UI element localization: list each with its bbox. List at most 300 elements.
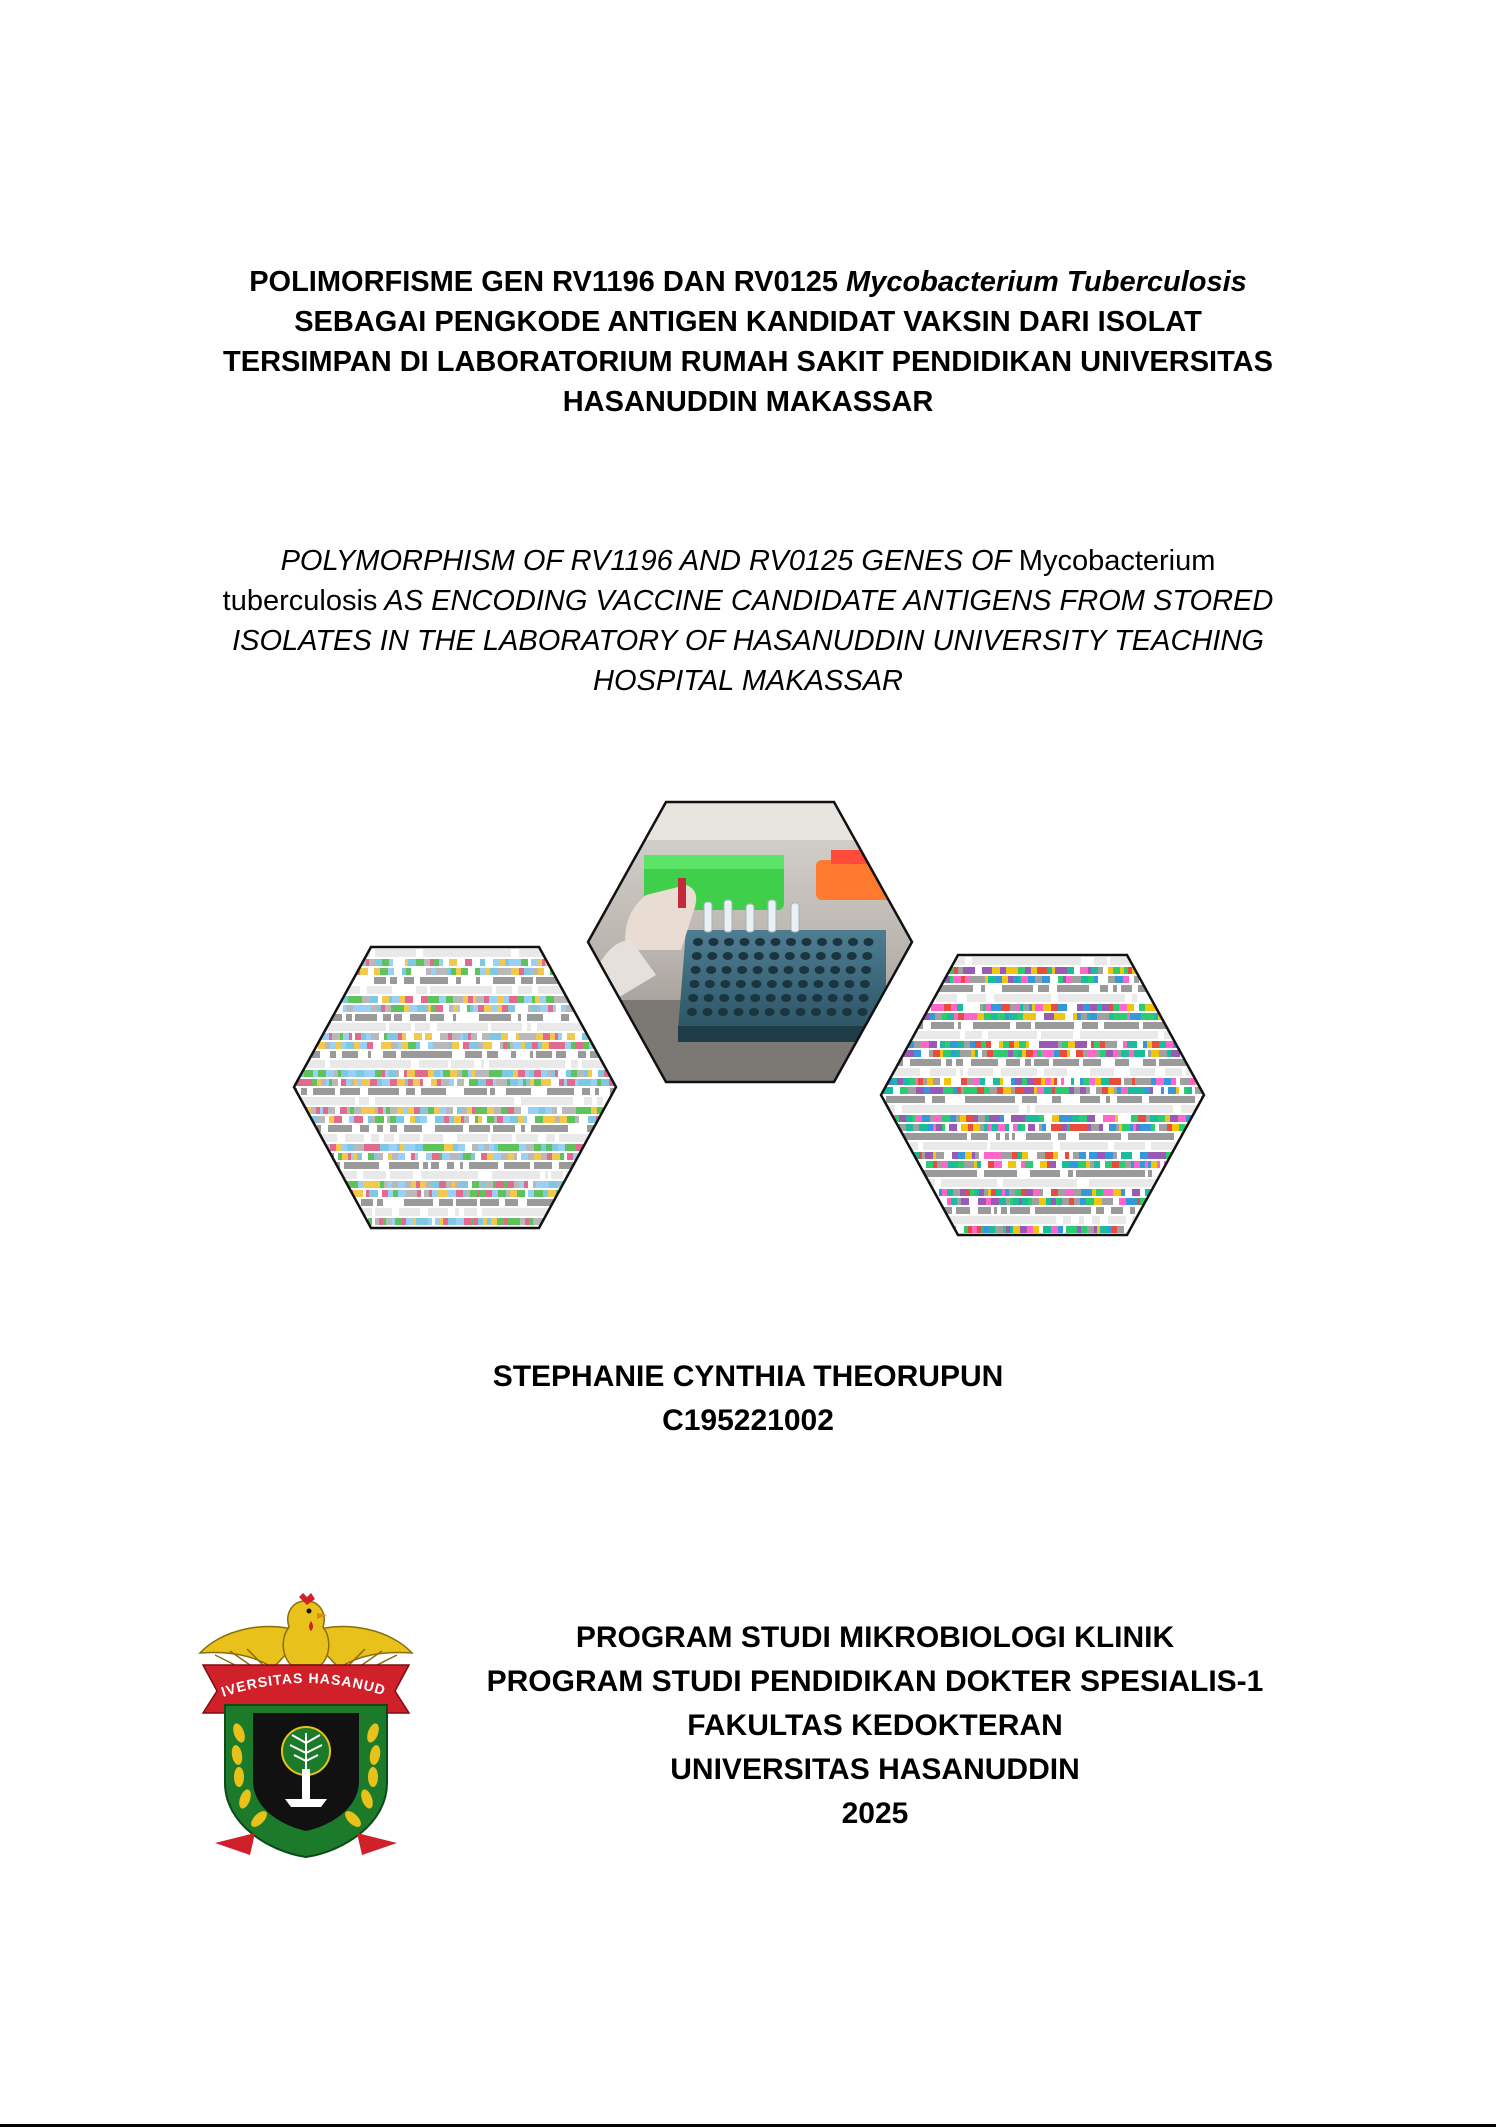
alignment-cell xyxy=(473,977,476,984)
alignment-cell xyxy=(1070,1161,1078,1168)
alignment-cell xyxy=(318,959,323,966)
alignment-cell xyxy=(1199,1235,1203,1237)
alignment-cell xyxy=(313,1181,316,1188)
alignment-cell xyxy=(1052,967,1055,974)
alignment-cell xyxy=(922,957,925,965)
alignment-cell xyxy=(1077,1004,1083,1011)
alignment-cell xyxy=(943,1226,949,1233)
alignment-cell xyxy=(401,1042,408,1049)
alignment-cell xyxy=(965,1179,969,1187)
alignment-cell xyxy=(993,1078,1000,1085)
alignment-cell xyxy=(929,1041,937,1048)
alignment-cell xyxy=(920,976,924,983)
alignment-cell xyxy=(505,959,509,966)
alignment-cell xyxy=(1033,994,1038,1002)
alignment-cell xyxy=(424,1190,429,1197)
alignment-cell xyxy=(494,1153,501,1160)
alignment-cell xyxy=(957,1124,961,1131)
alignment-cell xyxy=(482,1208,486,1216)
alignment-cell xyxy=(1193,1152,1197,1159)
alignment-cell xyxy=(407,1208,410,1216)
alignment-cell xyxy=(434,959,439,966)
alignment-cell xyxy=(1046,1207,1050,1214)
alignment-cell xyxy=(309,1023,313,1031)
alignment-cell xyxy=(292,1005,299,1012)
alignment-cell xyxy=(947,1198,951,1205)
alignment-cell xyxy=(1001,1050,1008,1057)
alignment-cell xyxy=(1203,1068,1206,1076)
alignment-cell xyxy=(323,1107,328,1114)
alignment-cell xyxy=(579,949,585,957)
alignment-cell xyxy=(468,1208,474,1216)
alignment-cell xyxy=(352,1023,360,1031)
alignment-cell xyxy=(982,967,987,974)
alignment-cell xyxy=(947,1189,953,1196)
alignment-cell xyxy=(1027,1216,1031,1224)
alignment-cell xyxy=(354,1153,357,1160)
alignment-cell xyxy=(1205,1152,1206,1159)
alignment-cell xyxy=(432,1190,438,1197)
alignment-cell xyxy=(338,949,342,957)
alignment-cell xyxy=(879,1004,883,1011)
alignment-cell xyxy=(1180,1179,1186,1187)
alignment-cell xyxy=(452,959,457,966)
alignment-cell xyxy=(1184,1022,1192,1029)
alignment-cell xyxy=(931,957,937,965)
alignment-cell xyxy=(325,1227,330,1230)
alignment-cell xyxy=(934,1059,941,1066)
alignment-cell xyxy=(1035,1105,1041,1113)
alignment-cell xyxy=(321,1125,328,1132)
alignment-cell xyxy=(368,1171,372,1179)
alignment-cell xyxy=(418,1014,426,1021)
alignment-cell xyxy=(1046,994,1051,1002)
alignment-cell xyxy=(457,1005,460,1012)
alignment-cell xyxy=(427,996,435,1003)
alignment-cell xyxy=(567,1107,570,1114)
alignment-cell xyxy=(571,1060,578,1068)
alignment-cell xyxy=(1091,1124,1099,1131)
alignment-cell xyxy=(373,1042,381,1049)
alignment-cell xyxy=(414,1107,420,1114)
alignment-cell xyxy=(428,1097,432,1105)
alignment-cell xyxy=(491,1134,499,1142)
alignment-cell xyxy=(401,1060,408,1068)
alignment-cell xyxy=(925,1096,932,1103)
alignment-cell xyxy=(590,1088,595,1095)
alignment-cell xyxy=(1037,1152,1045,1159)
alignment-cell xyxy=(386,1171,390,1179)
alignment-cell xyxy=(332,1088,335,1095)
alignment-cell xyxy=(921,1050,929,1057)
alignment-cell xyxy=(977,1170,984,1177)
alignment-cell xyxy=(303,968,306,975)
alignment-cell xyxy=(890,957,898,965)
alignment-cell xyxy=(1114,1068,1122,1076)
alignment-cell xyxy=(1145,1216,1150,1224)
alignment-cell xyxy=(473,1005,478,1012)
alignment-cell xyxy=(449,949,455,957)
alignment-cell xyxy=(437,1051,444,1058)
alignment-cell xyxy=(1191,1207,1195,1214)
alignment-cell xyxy=(1119,1022,1127,1029)
alignment-cell xyxy=(299,1060,302,1068)
alignment-cell xyxy=(494,1023,502,1031)
alignment-cell xyxy=(1164,1078,1171,1085)
alignment-cell xyxy=(316,1181,324,1188)
alignment-cell xyxy=(979,1152,984,1159)
alignment-cell xyxy=(444,1144,448,1151)
alignment-cell xyxy=(1035,1124,1039,1131)
alignment-cell xyxy=(482,1097,487,1105)
alignment-cell xyxy=(879,1189,885,1196)
alignment-cell xyxy=(1045,1152,1050,1159)
alignment-cell xyxy=(413,1208,420,1216)
alignment-cell xyxy=(406,1033,414,1040)
alignment-cell xyxy=(519,1144,526,1151)
alignment-cell xyxy=(1132,1105,1137,1113)
alignment-cell xyxy=(960,1115,966,1122)
alignment-cell xyxy=(300,1199,307,1206)
alignment-cell xyxy=(1040,1189,1043,1196)
alignment-cell xyxy=(1025,1022,1028,1029)
alignment-cell xyxy=(379,1171,386,1179)
alignment-cell xyxy=(914,1050,921,1057)
alignment-cell xyxy=(579,996,586,1003)
alignment-cell xyxy=(423,949,427,957)
alignment-cell xyxy=(350,1051,355,1058)
alignment-cell xyxy=(441,1042,449,1049)
alignment-cell xyxy=(939,967,943,974)
alignment-cell xyxy=(319,1060,325,1068)
alignment-cell xyxy=(1000,1133,1005,1140)
alignment-cell xyxy=(1101,1059,1106,1066)
alignment-cell xyxy=(490,977,493,984)
alignment-cell xyxy=(318,1023,321,1031)
alignment-cell xyxy=(1051,1189,1058,1196)
alignment-cell xyxy=(988,1068,993,1076)
alignment-cell xyxy=(1054,1068,1057,1076)
alignment-cell xyxy=(1047,967,1052,974)
alignment-cell xyxy=(1089,1152,1097,1159)
alignment-cell xyxy=(896,1031,902,1039)
alignment-cell xyxy=(1006,1198,1010,1205)
alignment-cell xyxy=(1012,967,1018,974)
alignment-cell xyxy=(480,977,484,984)
alignment-cell xyxy=(1117,1041,1123,1048)
alignment-cell xyxy=(1196,1235,1199,1237)
alignment-cell xyxy=(1105,1161,1112,1168)
alignment-cell xyxy=(375,1208,381,1216)
alignment-cell xyxy=(562,949,565,957)
alignment-cell xyxy=(507,1181,514,1188)
alignment-cell xyxy=(1083,1059,1087,1066)
alignment-cell xyxy=(309,977,317,984)
alignment-cell xyxy=(1130,1013,1136,1020)
alignment-cell xyxy=(988,1133,996,1140)
alignment-cell xyxy=(1126,1031,1131,1039)
alignment-cell xyxy=(352,1097,355,1105)
alignment-cell xyxy=(357,1060,363,1068)
alignment-cell xyxy=(508,968,511,975)
rack-hole xyxy=(800,952,810,960)
alignment-cell xyxy=(399,1134,406,1142)
alignment-cell xyxy=(503,1014,511,1021)
alignment-cell xyxy=(942,1022,946,1029)
alignment-cell xyxy=(1158,1189,1163,1196)
alignment-cell xyxy=(397,1171,402,1179)
rack-hole xyxy=(724,938,734,946)
rack-hole xyxy=(703,1008,713,1016)
alignment-cell xyxy=(464,1208,468,1216)
alignment-cell xyxy=(1143,1124,1151,1131)
alignment-cell xyxy=(505,986,512,994)
alignment-cell xyxy=(504,1162,512,1169)
alignment-cell xyxy=(411,986,416,994)
alignment-cell xyxy=(490,1162,498,1169)
alignment-cell xyxy=(909,1226,917,1233)
alignment-cell xyxy=(360,1042,367,1049)
alignment-cell xyxy=(898,1161,906,1168)
alignment-cell xyxy=(455,1181,460,1188)
alignment-cell xyxy=(1032,1198,1035,1205)
alignment-cell xyxy=(342,1153,348,1160)
alignment-cell xyxy=(372,1171,379,1179)
alignment-cell xyxy=(393,1060,401,1068)
alignment-cell xyxy=(985,985,993,992)
alignment-cell xyxy=(364,1144,372,1151)
alignment-cell xyxy=(1168,1179,1175,1187)
alignment-cell xyxy=(292,1171,298,1179)
alignment-cell xyxy=(930,1115,934,1122)
alignment-cell xyxy=(1068,1207,1076,1214)
alignment-cell xyxy=(899,1142,904,1150)
alignment-cell xyxy=(915,1115,922,1122)
alignment-cell xyxy=(442,968,447,975)
alignment-cell xyxy=(994,1207,997,1214)
alignment-cell xyxy=(524,968,531,975)
alignment-cell xyxy=(1002,976,1008,983)
alignment-cell xyxy=(1082,1142,1089,1150)
alignment-cell xyxy=(1025,1115,1033,1122)
alignment-cell xyxy=(475,1097,482,1105)
alignment-cell xyxy=(1141,1235,1147,1237)
alignment-cell xyxy=(1177,1235,1185,1237)
alignment-cell xyxy=(1108,1226,1112,1233)
alignment-cell xyxy=(561,1051,566,1058)
alignment-cell xyxy=(923,1078,927,1085)
alignment-cell xyxy=(1095,1078,1101,1085)
alignment-cell xyxy=(510,1079,518,1086)
alignment-cell xyxy=(507,1125,511,1132)
alignment-cell xyxy=(333,1208,336,1216)
alignment-cell xyxy=(292,1060,299,1068)
alignment-cell xyxy=(972,957,979,965)
alignment-cell xyxy=(1018,967,1025,974)
alignment-cell xyxy=(954,1078,961,1085)
alignment-cell xyxy=(1185,1198,1188,1205)
alignment-cell xyxy=(613,1171,617,1179)
alignment-cell xyxy=(379,1060,385,1068)
alignment-cell xyxy=(508,1218,513,1225)
alignment-cell xyxy=(567,1033,575,1040)
alignment-cell xyxy=(408,1097,414,1105)
alignment-cell xyxy=(949,1170,955,1177)
alignment-cell xyxy=(378,996,382,1003)
alignment-cell xyxy=(503,1051,508,1058)
alignment-cell xyxy=(1173,985,1176,992)
rack-hole xyxy=(816,952,826,960)
alignment-cell xyxy=(439,1107,446,1114)
alignment-cell xyxy=(509,1144,513,1151)
alignment-cell xyxy=(412,1088,415,1095)
alignment-cell xyxy=(1157,1161,1160,1168)
alignment-cell xyxy=(1122,1031,1126,1039)
alignment-cell xyxy=(424,959,430,966)
alignment-cell xyxy=(1114,1031,1122,1039)
alignment-cell xyxy=(338,1190,341,1197)
alignment-cell xyxy=(522,1208,529,1216)
alignment-cell xyxy=(1058,1152,1065,1159)
alignment-cell xyxy=(501,1107,507,1114)
alignment-cell xyxy=(971,1050,975,1057)
alignment-cell xyxy=(1107,1031,1114,1039)
alignment-cell xyxy=(324,1208,328,1216)
alignment-cell xyxy=(1061,957,1069,965)
alignment-cell xyxy=(892,985,896,992)
alignment-cell xyxy=(1001,1068,1005,1076)
alignment-cell xyxy=(449,986,452,994)
alignment-cell xyxy=(1197,1124,1202,1131)
alignment-cell xyxy=(564,959,568,966)
alignment-cell xyxy=(407,1125,414,1132)
alignment-cell xyxy=(879,1161,886,1168)
alignment-cell xyxy=(1138,1142,1145,1150)
institution-block xyxy=(430,1616,1320,1836)
alignment-cell xyxy=(1058,1226,1063,1233)
alignment-cell xyxy=(545,1023,551,1031)
alignment-cell xyxy=(528,1190,534,1197)
alignment-cell xyxy=(991,1198,999,1205)
alignment-cell xyxy=(1086,1096,1093,1103)
alignment-cell xyxy=(334,1190,338,1197)
alignment-cell xyxy=(967,1161,974,1168)
alignment-cell xyxy=(935,1226,939,1233)
alignment-cell xyxy=(1121,1189,1125,1196)
alignment-cell xyxy=(952,1152,958,1159)
alignment-cell xyxy=(1022,1078,1027,1085)
alignment-cell xyxy=(438,1144,444,1151)
alignment-cell xyxy=(1011,1087,1015,1094)
alignment-cell xyxy=(1121,1152,1124,1159)
alignment-cell xyxy=(1041,1031,1048,1039)
alignment-cell xyxy=(1103,1115,1111,1122)
alignment-cell xyxy=(370,996,378,1003)
alignment-cell xyxy=(472,1181,479,1188)
alignment-cell xyxy=(597,1190,602,1197)
alignment-cell xyxy=(577,1023,580,1031)
alignment-cell xyxy=(997,957,1005,965)
alignment-cell xyxy=(1152,1226,1160,1233)
alignment-cell xyxy=(879,1124,882,1131)
alignment-cell xyxy=(1201,1207,1206,1214)
alignment-cell xyxy=(896,985,902,992)
alignment-cell xyxy=(1204,994,1206,1002)
alignment-cell xyxy=(1074,1198,1080,1205)
alignment-cell xyxy=(499,1199,505,1206)
alignment-cell xyxy=(378,1107,383,1114)
alignment-cell xyxy=(487,1199,490,1206)
rack-hole xyxy=(831,952,841,960)
alignment-cell xyxy=(1090,1068,1094,1076)
alignment-cell xyxy=(387,1014,391,1021)
alignment-cell xyxy=(611,1097,615,1105)
alignment-cell xyxy=(612,1218,618,1225)
alignment-cell xyxy=(1190,1170,1198,1177)
alignment-cell xyxy=(375,1218,379,1225)
alignment-cell xyxy=(311,1144,317,1151)
alignment-cell xyxy=(420,977,427,984)
alignment-cell xyxy=(1179,1022,1184,1029)
alignment-cell xyxy=(958,967,963,974)
alignment-cell xyxy=(382,1190,388,1197)
alignment-cell xyxy=(971,1133,975,1140)
alignment-cell xyxy=(1106,994,1112,1002)
rack-hole xyxy=(811,1008,821,1016)
alignment-cell xyxy=(467,1060,474,1068)
alignment-cell xyxy=(1082,1068,1090,1076)
alignment-cell xyxy=(518,986,525,994)
alignment-cell xyxy=(1068,1059,1072,1066)
alignment-cell xyxy=(456,1199,463,1206)
alignment-cell xyxy=(1183,1207,1188,1214)
alignment-cell xyxy=(967,1050,971,1057)
alignment-cell xyxy=(537,1208,542,1216)
alignment-cell xyxy=(1100,1226,1108,1233)
alignment-cell xyxy=(487,1051,491,1058)
alignment-cell xyxy=(911,967,915,974)
alignment-cell xyxy=(415,1153,418,1160)
alignment-cell xyxy=(975,1059,980,1066)
alignment-cell xyxy=(1115,1207,1123,1214)
university-logo xyxy=(195,1593,417,1860)
alignment-cell xyxy=(397,1014,402,1021)
alignment-cell xyxy=(993,1105,999,1113)
alignment-cell xyxy=(1131,1115,1138,1122)
alignment-cell xyxy=(424,1005,428,1012)
alignment-cell xyxy=(1041,967,1047,974)
alignment-cell xyxy=(549,1042,557,1049)
alignment-cell xyxy=(978,1198,986,1205)
alignment-cell xyxy=(931,1216,937,1224)
alignment-cell xyxy=(558,1097,563,1105)
alignment-cell xyxy=(1022,1152,1028,1159)
alignment-cell xyxy=(1193,1031,1196,1039)
alignment-cell xyxy=(891,1041,898,1048)
alignment-cell xyxy=(522,1023,527,1031)
alignment-cell xyxy=(1025,1059,1031,1066)
alignment-cell xyxy=(304,1162,310,1169)
alignment-cell xyxy=(1183,957,1188,965)
alignment-cell xyxy=(305,1181,313,1188)
alignment-cell xyxy=(552,1153,560,1160)
alignment-cell xyxy=(521,1107,528,1114)
alignment-cell xyxy=(371,1134,379,1142)
alignment-cell xyxy=(1065,994,1069,1002)
alignment-cell xyxy=(879,957,883,965)
alignment-cell xyxy=(1130,1124,1133,1131)
alignment-cell xyxy=(1176,1226,1183,1233)
